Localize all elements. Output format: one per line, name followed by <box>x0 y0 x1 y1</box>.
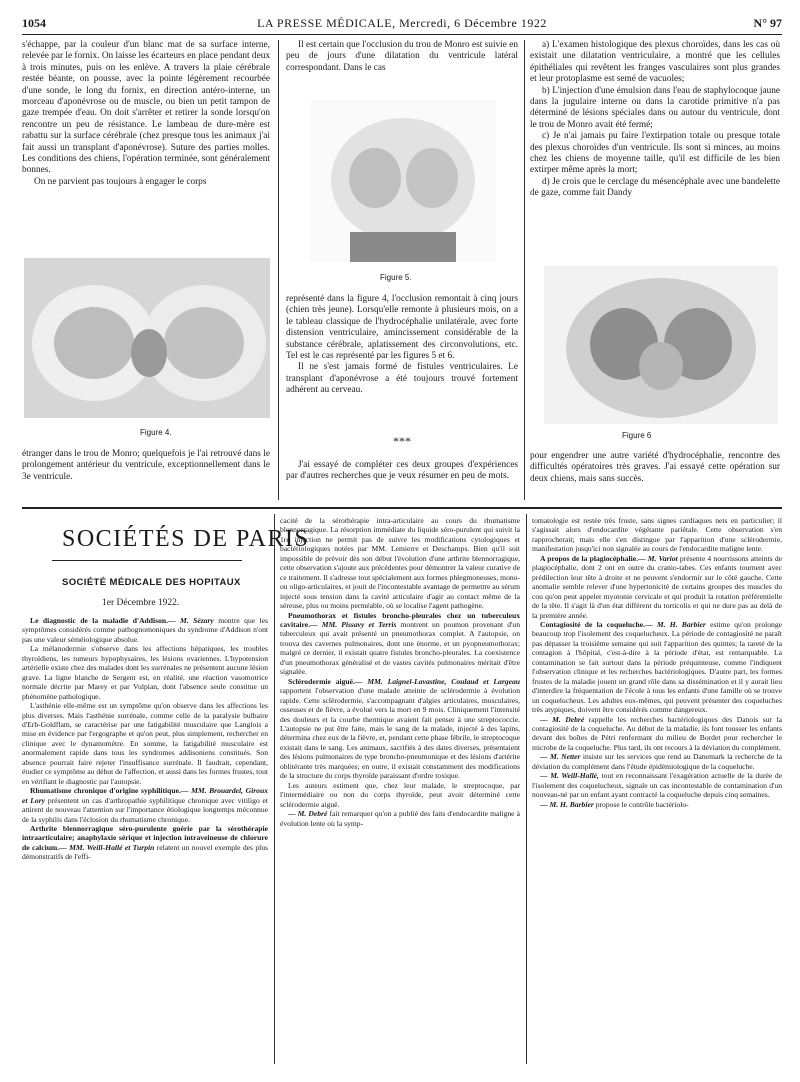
paragraph: Il ne s'est jamais formé de fistules ventriculaires. Le transplant d'aponévrose a été toujours trouvé fortement adhérent au cerveau. <box>286 362 518 396</box>
paragraph: Arthrite blennorragique séro-purulente guérie par la sérothérapie intraarticulaire; anaphylaxie sérique et injection intraveineuse de chlorure de calcium.— MM. Weill-Hallé et Turpin relatent un nouvel exemple des plus démonstratifs de l'effi- <box>22 823 269 862</box>
list-item: c) Je n'ai jamais pu faire l'extirpation totale ou presque totale des plexus choroïdes d'un ventricule. Ils sont si minces, au moins chez les chiens de moyenne taille, qu'il est difficile de les bien extirper même après la mort; <box>530 131 780 176</box>
paragraph: — M. H. Barbier propose le contrôle bactériolo- <box>540 799 689 809</box>
paragraph: Pneumothorax et fistules broncho-pleurales chez un tuberculeux cavitaire.— MM. Pissavy et Terris montrent un poumon provenant d'un tuberculeux qui avait présenté un pneumothorax complet. A l'autopsie, on trouva des cavernes pulmonaires, dont une énorme, et un pyopneumothorax; malgré ce dernier, il existait quatre fistules broncho-pleurales. La coexistence d'un pneumothorax généralisé et de vastes cavités pulmonaires méritait d'être signalée. <box>280 610 520 677</box>
article-col-2-mid <box>286 294 518 397</box>
article-col-3-bottom <box>530 451 780 485</box>
societes-col-1 <box>22 616 268 862</box>
paragraph: Contagiosité de la coqueluche.— M. H. Barbier estime qu'on prolonge beaucoup trop l'isolement des coquelucheux. La période de contagiosité ne paraît pas dépasser la troisième semaine qui suit l'apparition des quintes; la rareté de la contagion à l'hôpital, c'est-à-dire à la période d'état, est remarquable. La contamination se fait surtout dans la période préquinteuse, comme l'indiquent l'observation clinique et les recherches bactériologiques. D'autre part, les formes frustes de la maladie jouent un grand rôle dans sa dissémination et il y aurait lieu d'interdire la fréquentation de l'école à tous les enfants d'une famille où se trouve un coquelucheux. Les adultes eux-mêmes, qui peuvent présenter des coqueluches très atypiques, doivent être considérés comme dangereux. <box>532 619 783 715</box>
paragraph: On ne parvient pas toujours à engager le corps <box>34 176 207 187</box>
figure-6-brain-section <box>544 266 778 424</box>
figure-4-brain-section <box>24 258 270 418</box>
figure-5-brain-section <box>310 100 496 262</box>
article-col-1-bottom <box>22 449 270 483</box>
paragraph: s'échappe, par la couleur d'un blanc mat de sa surface interne, relevée par le fornix. On laisse les écarteurs en place pendant deux à trois minutes, puis on les enlève. A travers la plaie cérébrale restée béante, on pousse, avec la pointe légèrement recourbée d'une sonde, le long du fornix, en direction antéro-interne, un morceau d'aponévrose ou de muscle, ou bien un petit tampon de gaze trempée d'eau. On doit s'arrêter et retirer la sonde lorsqu'on rencontre un peu de résistance. Le lambeau de dure-mère est rabattu sur la surface cérébrale (chez presque tous les animaux j'ai fait aussi un transplant d'aponévrose). Suture des parties molles. Les conditions des chiens, l'opération terminée, sont généralement bonnes. <box>22 40 270 176</box>
paragraph: étranger dans le trou de Monro; quelquefois je l'ai retrouvé dans le prolongement antérieur du ventricule, exceptionnellement dans le 3e ventricule. <box>22 449 270 482</box>
societes-col-3 <box>532 516 782 809</box>
paragraph: cacité de la sérothérapie intra-articulaire au cours du rhumatisme blennorragique. La résorption immédiate du liquide séro-purulent qui suivit la 1re injection ne permit pas de suivre les modifications cytologiques et bactériologiques notées par MM. Lemierre et Deschamps. Bien qu'il soit impossible de prévoir dès son début l'évolution d'une arthrite blennorragique, cette observation s'ajoute aux précédentes pour démontrer la valeur curative de ce traitement. Il s'adresse tout spécialement aux formes phlegmoneuses, mono- ou oligo-articulaires, et jouit de l'incontestable avantage de permettre au sérum injecté sous tension dans la cavité articulaire d'agir au contact même de la séreuse, plus ou moins perméable, où se localise l'agent pathogène. <box>280 516 520 611</box>
section-divider <box>22 507 782 509</box>
article-col-2-top <box>286 40 518 74</box>
article-col-1-top <box>22 40 270 188</box>
section-title: SOCIÉTÉS DE PARIS <box>62 526 310 552</box>
paragraph: — M. Debré fait remarquer qu'on a publié des faits d'endocardite maligne à évolution lente où la symp- <box>280 809 520 828</box>
article-col-3-top <box>530 40 780 200</box>
article-col-2-bottom <box>286 460 518 483</box>
paragraph: Sclérodermie aiguë.— MM. Laignel-Lavastine, Coulaud et Largeau rapportent l'observation d'une malade atteinte de sclérodermie à évolution rapide. Cette sclérodermie, s'accompagnant d'algies articulaires, musculaires, osseuses et de fièvre, a évolué vers la mort en 9 mois. Cliniquement l'intensité des douleurs et la courbe thermique avaient fait penser à une streptococcie. L'autopsie ne put être faite, mais le sang de la malade, injecté à des lapins, détermina chez eux de la fièvre, et, pendant cette phase fébrile, le streptocoque existait dans le sang. Les animaux, sacrifiés à des dates diverses, présentaient des lésions pulmonaires de type broncho-pneumonique et des lésions d'artérite oblitérante très marquées; en outre, il existait constamment des modifications de la structure du corps thyroïde paraissant d'ordre toxique. <box>280 676 520 781</box>
brain-photo-icon <box>310 100 496 262</box>
list-item: b) L'injection d'une émulsion dans l'eau de staphylocoque jaune dans la jugulaire interne ou dans la carotide primitive n'a pas déterminé de lésions spéciales dans ou autour du ventricule, dont le trou de Monro avait été fermé; <box>530 85 780 130</box>
paragraph: — M. Debré rappelle les recherches bactériologiques des Danois sur la contagiosité de la coqueluche. Au début de la maladie, ils font tousser les enfants devant des boîtes de Pétri renfermant du milieu de Bordet pour rechercher le microbe de la coqueluche. Plus tard, ils ont recours à la déviation du complément. <box>532 714 782 752</box>
paragraph: Les auteurs estiment que, chez leur malade, le streptocoque, par l'intermédiaire ou non du corps thyroïde, peut avoir déterminé cette sclérodermie aiguë. <box>280 780 520 809</box>
list-item: d) Je crois que le cerclage du mésencéphale avec une bandelette de gaze, comme fait Dandy <box>530 176 780 199</box>
paragraph: Rhumatisme chronique d'origine syphilitique.— MM. Brouardel, Giroux et Lory présentent un cas d'arthropathie syphilitique chronique avec vitiligo et attirent de nouveau l'attention sur l'importance étiologique longtemps méconnue de la syphilis dans l'éclosion du rhumatisme chronique. <box>22 786 269 824</box>
paragraph: J'ai essayé de compléter ces deux groupes d'expériences par d'autres recherches que je veux résumer en peu de mots. <box>286 460 518 482</box>
paragraph: Il est certain que l'occlusion du trou de Monro est suivie en peu de jours d'une dilatation du ventricule latéral correspondant. Dans le cas <box>286 40 518 73</box>
title-underline <box>52 560 242 561</box>
paragraph: La mélanodermie s'observe dans les affections hépatiques, les troubles thyroïdiens, les tumeurs hypophysaires, les lésions ovariennes. L'hypotension artérielle existe chez des malades dont les surrénales ne présentent aucune lésion grave. La ligne blanche de Sergent est, en réalité, une réaction vasomotrice normale décrite par Marey et par Vulpian, dont l'absence seule constitue un phénomène pathologique. <box>22 644 268 701</box>
meeting-date: 1er Décembre 1922. <box>102 598 180 608</box>
society-name: SOCIÉTÉ MÉDICALE DES HOPITAUX <box>62 577 241 588</box>
journal-title: LA PRESSE MÉDICALE, Mercredi, 6 Décembre 1922 <box>257 16 547 30</box>
brain-photo-icon <box>544 266 778 424</box>
paragraph: Le diagnostic de la maladie d'Addison.— M. Sézary montre que les symptômes considérés comme pathognomoniques du syndrome d'Addison n'ont pas une valeur séméiologique absolue. <box>22 616 269 644</box>
paragraph: représenté dans la figure 4, l'occlusion remontait à cinq jours (chien très jeune). Lorsqu'elle remonte à plusieurs mois, on a le tableau classique de l'hydrocéphalie unilatérale, avec forte distension ventriculaire, amincissement considérable de la substance cérébrale, aplatissement des circonvolutions, etc. Tel est le cas représenté par les figures 5 et 6. <box>286 294 518 362</box>
column-rule-bottom-1 <box>274 514 275 1064</box>
paragraph: pour engendrer une autre variété d'hydrocéphalie, rencontre des difficultés opératoires très graves. J'ai essayé cette opération sur deux chiens, mais sans succès. <box>530 451 780 484</box>
section-separator: *** <box>393 434 411 448</box>
figure-6-caption: Figure 6 <box>622 431 652 440</box>
paragraph: A propos de la plagiocéphalie.— M. Variot présente 4 nourrissons atteints de plagiocéphalie, dont 2 ont en outre du cranio-tabes. Ces enfants tournent avec prédilection leur tête à droite et ne peuvent s'endormir sur le côté gauche. Cette anomalie semble relever d'une hypertonicité de certains groupes des muscles du cou qu'on peut appeler myotonie cervicale et qui produit la rotation préférentielle de la tête. Il s'agit là d'un état différent du torticolis et qui ne dure pas au delà de la première année. <box>532 553 782 620</box>
paragraph: — M. Netter insiste sur les services que rend au Danemark la recherche de la déviation du complément dans l'étude épidémiologique de la coqueluche. <box>532 752 782 771</box>
paragraph: tomatologie est restée très fruste, sans signes cardiaques nets en particulier; il s'agissait alors d'endocardite végétante pariétale. Cette observation s'en rapprocherait; mais elle s'en distingue par l'apparition d'une sclérodermie, manifestation jusqu'ici non signalée au cours de l'endocardite maligne lente. <box>532 516 782 554</box>
societes-col-2 <box>280 516 520 828</box>
paragraph: L'asthénie elle-même est un symptôme qu'on observe dans les affections les plus diverses. Mais l'asthénie surrénale, comme celle de la paralysie bulbaire d'Erb-Goldflam, se caractérise par une fatigabilité musculaire que Langlois a mise en évidence par l'ergographe et qu'on peut, plus simplement, rechercher en clinique avec le dynamomètre. En somme, la fatigabilité musculaire est anormalement rapide dans tous les syndromes addisoniens constitués. Son absence pourrait faire rejeter l'insuffisance surrénale. Il faudrait, cependant, étudier ce symptôme au début de l'affection, et aussi dans les formes frustes, tout en vérifiant le diagnostic par l'autopsie. <box>22 701 268 786</box>
page-number: 1054 <box>22 16 46 30</box>
brain-photo-icon <box>24 258 270 418</box>
figure-5-caption: Figure 5. <box>380 273 412 282</box>
issue-number: N° 97 <box>753 16 782 30</box>
column-rule-top-2 <box>524 40 525 500</box>
column-rule-top-1 <box>278 40 279 500</box>
column-rule-bottom-2 <box>526 514 527 1064</box>
figure-4-caption: Figure 4. <box>140 428 172 437</box>
list-item: a) L'examen histologique des plexus choroïdes, dans les cas où existait une dilatation ventriculaire, a montré que les cellules épithéliales qui revêtent les franges vasculaires sont plus grandes et leur protoplasme est semé de vacuoles; <box>530 40 780 85</box>
running-header <box>22 14 782 35</box>
paragraph: — M. Weill-Hallé, tout en reconnaissant l'exagération actuelle de la durée de l'isolement des coquelucheux, signale un cas incontestable de contamination d'un nouveau-né par un enfant ayant contracté la coqueluche depuis cinq semaines. <box>532 771 782 800</box>
